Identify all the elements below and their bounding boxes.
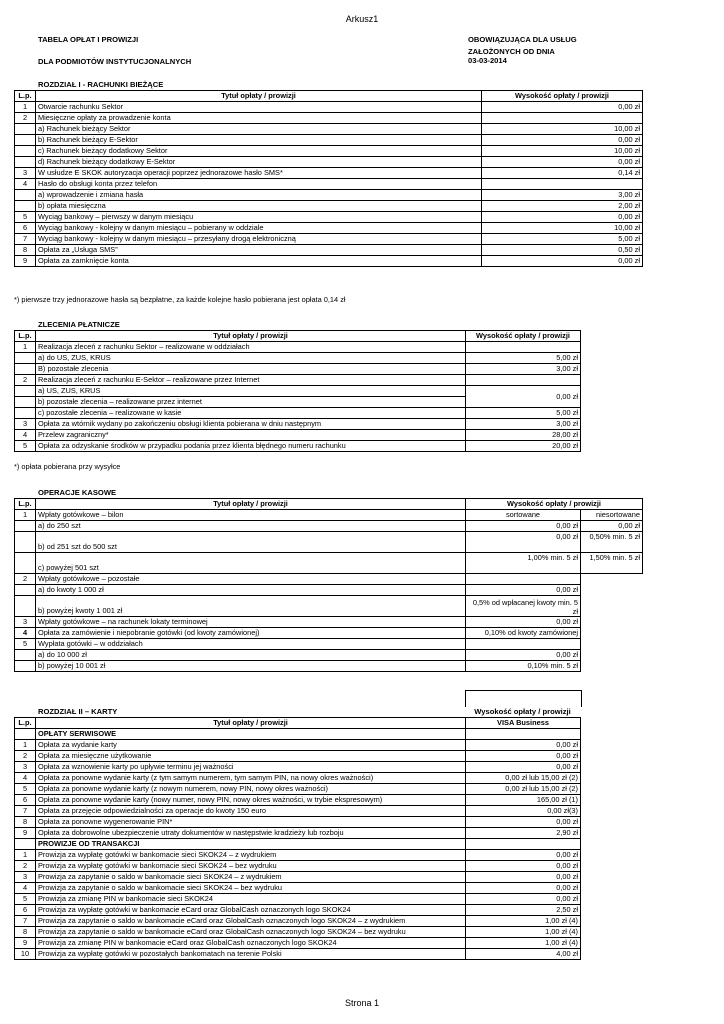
table-row: [15, 916, 581, 927]
table-row: [15, 212, 643, 223]
row-value: 1,00 zł (4): [466, 916, 581, 927]
row-title: Prowizja za zapytanie o saldo w bankomacie sieci SKOK24 – bez wydruku: [36, 883, 466, 894]
row-value: 0,14 zł: [482, 168, 643, 179]
row-title: c) Rachunek bieżący dodatkowy Sektor: [36, 146, 482, 157]
header-right-line1: OBOWIĄZUJĄCA DLA USŁUG: [468, 35, 577, 44]
col-title: Tytuł opłaty / prowizji: [36, 331, 466, 342]
table-row: [15, 375, 581, 386]
table-row: [15, 773, 581, 784]
section3-title: OPERACJE KASOWE: [38, 488, 117, 497]
row-title: a) do US, ZUS, KRUS: [36, 353, 466, 364]
row-value: [466, 375, 581, 386]
row-value: 5,00 zł: [482, 234, 643, 245]
row-title: Opłata za wydanie karty: [36, 740, 466, 751]
row-title: b) powyżej 10 001 zł: [36, 661, 466, 672]
row-title: b) powyżej kwoty 1 001 zł: [36, 596, 466, 617]
row-title: d) Rachunek bieżący dodatkowy E-Sektor: [36, 157, 482, 168]
row-value: 4,00 zł: [466, 949, 581, 960]
row-value: 0,00 zł: [466, 872, 581, 883]
table-row: [15, 784, 581, 795]
table-row: [15, 364, 581, 375]
row-title: a) wprowadzenie i zmiana hasła: [36, 190, 482, 201]
row-value-sorted: 0,00 zł: [466, 532, 581, 553]
row-value: 0,10% min. 5 zł: [466, 661, 581, 672]
col-lp: L.p.: [15, 91, 36, 102]
row-title: Opłata za ponowne wydanie karty (nowy numer, nowy PIN, nowy okres ważności, w trybie ekspresowym): [36, 795, 466, 806]
row-value: 0,00 zł: [466, 650, 581, 661]
header-left-line1: TABELA OPŁAT I PROWIZJI: [38, 35, 139, 44]
row-value: 0,00 zł: [466, 585, 581, 596]
row-value: 2,00 zł: [482, 201, 643, 212]
table-row: [15, 190, 643, 201]
table-row: [15, 342, 581, 353]
row-lp: 8: [15, 817, 36, 828]
row-lp: 1: [15, 510, 36, 521]
row-title: Opłata za ponowne wydanie karty (z nowym numerem, nowy PIN, nowy okres ważności): [36, 784, 466, 795]
row-value: 5,00 zł: [466, 353, 581, 364]
row-value: 1,00 zł (4): [466, 938, 581, 949]
row-value: 0,50 zł: [482, 245, 643, 256]
row-title: Opłata za wtórnik wydany po zakończeniu obsługi klienta pobierana w dniu następnym: [36, 419, 466, 430]
row-value: 165,00 zł (1): [466, 795, 581, 806]
section2-header-row: [15, 331, 581, 342]
row-title: Opłata za „Usługa SMS”: [36, 245, 482, 256]
row-lp: 4: [15, 628, 36, 639]
row-value: 0,00 zł: [482, 157, 643, 168]
section1-table: [14, 90, 643, 267]
col-title: Tytuł opłaty / prowizji: [36, 91, 482, 102]
row-value: 2,90 zł: [466, 828, 581, 839]
row-title: Prowizja za wypłatę gotówki w bankomacie eCard oraz GlobalCash oznaczonych logo SKOK24: [36, 905, 466, 916]
table-row: [15, 795, 581, 806]
group-title-transaction-fees: PROWIZJE OD TRANSAKCJI: [36, 839, 466, 850]
table-row: [15, 596, 643, 617]
row-value: 0,00 zł: [466, 883, 581, 894]
row-title: Opłata za ponowne wygenerowanie PIN*: [36, 817, 466, 828]
section4-col-value: Wysokość opłaty / prowizji: [474, 707, 571, 716]
table-row: [15, 157, 643, 168]
row-value: 0,00 zł: [466, 861, 581, 872]
row-lp: [15, 397, 36, 408]
row-title: b) Rachunek bieżący E-Sektor: [36, 135, 482, 146]
section1-footnote: *) pierwsze trzy jednorazowe hasła są bezpłatne, za każde kolejne hasło pobierana jest opłata 0,14 zł: [14, 295, 346, 304]
row-title: Opłata za ponowne wydanie karty (z tym samym numerem, tym samym PIN, na nowy okres ważności): [36, 773, 466, 784]
row-title: Opłata za miesięczne użytkowanie: [36, 751, 466, 762]
row-title: a) do 10 000 zł: [36, 650, 466, 661]
row-value: 0,00 zł: [482, 256, 643, 267]
row-title: Prowizja za zapytanie o saldo w bankomacie sieci SKOK24 – z wydrukiem: [36, 872, 466, 883]
col-lp: L.p.: [15, 718, 36, 729]
row-lp: [15, 408, 36, 419]
section4-title: ROZDZIAŁ II – KARTY: [38, 707, 118, 716]
table-row: [15, 201, 643, 212]
row-title: b) pozostałe zlecenia – realizowane przez internet: [36, 397, 466, 408]
row-value: 1,00 zł (4): [466, 927, 581, 938]
row-lp: 4: [15, 773, 36, 784]
header-right-line2: ZAŁOŻONYCH OD DNIA: [468, 47, 555, 56]
row-lp: [15, 124, 36, 135]
table-row: [15, 628, 643, 639]
row-title: Prowizja za zapytanie o saldo w bankomacie eCard oraz GlobalCash oznaczonych logo SKOK24 – bez wydruku: [36, 927, 466, 938]
row-lp: 5: [15, 894, 36, 905]
section2-table: [14, 330, 581, 452]
row-lp: 5: [15, 784, 36, 795]
table-row: [15, 234, 643, 245]
row-title: Wpłaty gotówkowe – na rachunek lokaty terminowej: [36, 617, 466, 628]
row-value-unsorted: 0,50% min. 5 zł: [581, 532, 643, 553]
row-lp: 9: [15, 256, 36, 267]
section2-title: ZLECENIA PŁATNICZE: [38, 320, 120, 329]
table-row: [15, 553, 643, 574]
row-value: 5,00 zł: [466, 408, 581, 419]
row-value: 0,00 zł: [482, 135, 643, 146]
row-value: 0,00 zł: [466, 817, 581, 828]
row-title: Prowizja za wypłatę gotówki w bankomacie sieci SKOK24 – z wydrukiem: [36, 850, 466, 861]
row-value: 0,00 zł: [466, 850, 581, 861]
row-title: B) pozostałe zlecenia: [36, 364, 466, 375]
row-value: 10,00 zł: [482, 223, 643, 234]
row-title: Opłata za odzyskanie środków w przypadku podania przez klienta błędnego numeru rachunku: [36, 441, 466, 452]
table-row: [15, 574, 643, 585]
col-value: Wysokość opłaty / prowizji: [482, 91, 643, 102]
table-row: [15, 353, 581, 364]
row-value: 2,50 zł: [466, 905, 581, 916]
table-row: [15, 806, 581, 817]
table-row: [15, 883, 581, 894]
table-row: [15, 510, 643, 521]
row-lp: [15, 157, 36, 168]
row-value: 20,00 zł: [466, 441, 581, 452]
table-row: [15, 861, 581, 872]
table-row: [15, 179, 643, 190]
table-row: [15, 135, 643, 146]
row-title: W usłudze E SKOK autoryzacja operacji poprzez jednorazowe hasło SMS*: [36, 168, 482, 179]
row-title: Prowizja za zmianę PIN w bankomacie sieci SKOK24: [36, 894, 466, 905]
row-value: 0,00 zł: [482, 102, 643, 113]
row-title: Prowizja za zapytanie o saldo w bankomacie eCard oraz GlobalCash oznaczonych logo SKOK24 – z wydrukiem: [36, 916, 466, 927]
row-lp: 8: [15, 245, 36, 256]
row-lp: 7: [15, 234, 36, 245]
sub-unsorted: niesortowane: [581, 510, 643, 521]
row-value: 3,00 zł: [466, 364, 581, 375]
row-value: 28,00 zł: [466, 430, 581, 441]
group-row: [15, 839, 581, 850]
row-title: b) od 251 szt do 500 szt: [36, 532, 466, 553]
row-value: 0,00 zł lub 15,00 zł (2): [466, 784, 581, 795]
row-title: Hasło do obsługi konta przez telefon: [36, 179, 482, 190]
table-row: [15, 521, 643, 532]
row-lp: 4: [15, 430, 36, 441]
row-value: 0,00 zł: [466, 762, 581, 773]
row-lp: 6: [15, 905, 36, 916]
table-row: [15, 617, 643, 628]
table-row: [15, 386, 581, 397]
row-value: [482, 179, 643, 190]
row-lp: 5: [15, 441, 36, 452]
table-row: [15, 419, 581, 430]
row-title: a) do 250 szt: [36, 521, 466, 532]
section1-title: ROZDZIAŁ I - RACHUNKI BIEŻĄCE: [38, 80, 164, 89]
row-title: a) do kwoty 1 000 zł: [36, 585, 466, 596]
group-title-service-fees: OPŁATY SERWISOWE: [36, 729, 466, 740]
row-lp: 6: [15, 223, 36, 234]
row-title: Prowizja za zmianę PIN w bankomacie eCard oraz GlobalCash oznaczonych logo SKOK24: [36, 938, 466, 949]
section4-header-row: [15, 718, 581, 729]
header-left-line2: DLA PODMIOTÓW INSTYTUCJONALNYCH: [38, 57, 192, 66]
row-title: Realizacja zleceń z rachunku Sektor – realizowane w oddziałach: [36, 342, 466, 353]
row-title: Wyciąg bankowy - kolejny w danym miesiącu – pobierany w oddziale: [36, 223, 482, 234]
row-lp: 5: [15, 212, 36, 223]
table-row: [15, 102, 643, 113]
table-row: [15, 751, 581, 762]
row-lp: [15, 353, 36, 364]
row-title: Prowizja za wypłatę gotówki w bankomacie sieci SKOK24 – bez wydruku: [36, 861, 466, 872]
row-title: Opłata za zamknięcie konta: [36, 256, 482, 267]
col-lp: L.p.: [15, 499, 36, 510]
sub-sorted: sortowane: [466, 510, 581, 521]
table-row: [15, 639, 643, 650]
row-lp: 3: [15, 419, 36, 430]
row-title: c) powyżej 501 szt: [36, 553, 466, 574]
row-value: 0,00 zł(3): [466, 806, 581, 817]
row-title: Przelew zagraniczny*: [36, 430, 466, 441]
row-lp: 2: [15, 861, 36, 872]
row-title: Otwarcie rachunku Sektor: [36, 102, 482, 113]
row-lp: 2: [15, 113, 36, 124]
row-value: 0,10% od kwoty zamówionej: [466, 628, 581, 639]
row-lp: 9: [15, 828, 36, 839]
table-row: [15, 740, 581, 751]
row-lp: 1: [15, 740, 36, 751]
row-title: Opłata za dobrowolne ubezpieczenie utraty dokumentów w następstwie kradzieży lub rozboju: [36, 828, 466, 839]
table-row: [15, 828, 581, 839]
row-lp: [15, 386, 36, 397]
col-title: Tytuł opłaty / prowizji: [36, 499, 466, 510]
row-lp: [15, 135, 36, 146]
row-title: a) US, ZUS, KRUS: [36, 386, 466, 397]
table-row: [15, 894, 581, 905]
row-title: Opłata za zamówienie i niepobranie gotówki (od kwoty zamówionej): [36, 628, 466, 639]
row-lp: [15, 190, 36, 201]
row-value: 0,00 zł: [466, 751, 581, 762]
row-lp: 2: [15, 574, 36, 585]
row-value: 0,00 zł: [466, 894, 581, 905]
table-row: [15, 223, 643, 234]
table-row: [15, 532, 643, 553]
row-value-unsorted: 1,50% min. 5 zł: [581, 553, 643, 574]
row-title: Prowizja za wypłatę gotówki w pozostałych bankomatach na terenie Polski: [36, 949, 466, 960]
section3-table: [14, 498, 643, 672]
table-row: [15, 872, 581, 883]
row-title: Realizacja zleceń z rachunku E-Sektor – realizowane przez Internet: [36, 375, 466, 386]
table-row: [15, 661, 643, 672]
row-title: Wyciąg bankowy – pierwszy w danym miesiącu: [36, 212, 482, 223]
row-title: Wyciąg bankowy - kolejny w danym miesiącu – przesyłany drogą elektroniczną: [36, 234, 482, 245]
row-value: 3,00 zł: [466, 419, 581, 430]
row-value-sorted: 1,00% min. 5 zł: [466, 553, 581, 574]
table-row: [15, 113, 643, 124]
table-row: [15, 927, 581, 938]
row-lp: 3: [15, 762, 36, 773]
row-lp: 2: [15, 751, 36, 762]
table-row: [15, 245, 643, 256]
row-lp: 3: [15, 872, 36, 883]
row-title: Miesięczne opłaty za prowadzenie konta: [36, 113, 482, 124]
table-row: [15, 430, 581, 441]
row-value: 0,00 zł: [466, 740, 581, 751]
row-lp: 4: [15, 179, 36, 190]
table-row: [15, 441, 581, 452]
section4-table: [14, 717, 581, 960]
col-lp: L.p.: [15, 331, 36, 342]
table-row: [15, 938, 581, 949]
row-value: 10,00 zł: [482, 124, 643, 135]
row-lp: 7: [15, 806, 36, 817]
table-row: [15, 585, 643, 596]
table-row: [15, 256, 643, 267]
row-lp: 1: [15, 342, 36, 353]
row-lp: 7: [15, 916, 36, 927]
row-title: b) opłata miesięczna: [36, 201, 482, 212]
table-row: [15, 762, 581, 773]
row-lp: [15, 146, 36, 157]
row-lp: [15, 201, 36, 212]
row-lp: 4: [15, 883, 36, 894]
col-visa-business: VISA Business: [466, 718, 581, 729]
group-row: [15, 729, 581, 740]
row-lp: 3: [15, 617, 36, 628]
row-value-sorted: 0,00 zł: [466, 521, 581, 532]
page-footer: Strona 1: [344, 998, 380, 1008]
table-row: [15, 949, 581, 960]
row-lp: [15, 364, 36, 375]
row-value: 0,00 zł: [466, 617, 581, 628]
section1-header-row: [15, 91, 643, 102]
table-row: [15, 146, 643, 157]
sheet-title: Arkusz1: [345, 14, 379, 24]
row-lp: 3: [15, 168, 36, 179]
col-value: Wysokość opłaty / prowizji: [466, 331, 581, 342]
table-row: [15, 905, 581, 916]
table-row: [15, 124, 643, 135]
row-value: 0,00 zł: [482, 212, 643, 223]
row-title: Wpłaty gotówkowe – bilon: [36, 510, 466, 521]
row-title: Wypłata gotówki – w oddziałach: [36, 639, 466, 650]
section2-footnote: *) opłata pobierana przy wysyłce: [14, 462, 121, 471]
row-value: 0,00 zł lub 15,00 zł (2): [466, 773, 581, 784]
row-value: 0,00 zł: [466, 386, 581, 408]
row-title: Wpłaty gotówkowe – pozostałe: [36, 574, 466, 585]
row-value: [466, 342, 581, 353]
row-title: c) pozostałe zlecenia – realizowane w kasie: [36, 408, 466, 419]
row-value-unsorted: 0,00 zł: [581, 521, 643, 532]
table-row: [15, 168, 643, 179]
row-lp: 9: [15, 938, 36, 949]
table-row: [15, 650, 643, 661]
row-lp: 1: [15, 102, 36, 113]
row-lp: 6: [15, 795, 36, 806]
row-title: Opłata za przejęcie odpowiedzialności za operacje do kwoty 150 euro: [36, 806, 466, 817]
row-lp: 8: [15, 927, 36, 938]
row-value: [482, 113, 643, 124]
col-title: Tytuł opłaty / prowizji: [36, 718, 466, 729]
row-value: 0,5% od wpłacanej kwoty min. 5 zł: [466, 596, 581, 617]
row-value: 10,00 zł: [482, 146, 643, 157]
header-right-line3: 03-03-2014: [468, 56, 507, 65]
row-lp: 10: [15, 949, 36, 960]
table-row: [15, 408, 581, 419]
row-value: 3,00 zł: [482, 190, 643, 201]
row-lp: 1: [15, 850, 36, 861]
col-value: Wysokość opłaty / prowizji: [466, 499, 643, 510]
section4-value-header-box: [465, 690, 582, 707]
section3-header-row: [15, 499, 643, 510]
row-lp: 5: [15, 639, 36, 650]
row-title: a) Rachunek bieżący Sektor: [36, 124, 482, 135]
table-row: [15, 850, 581, 861]
table-row: [15, 817, 581, 828]
row-title: Opłata za wznowienie karty po upływie terminu jej ważności: [36, 762, 466, 773]
row-lp: 2: [15, 375, 36, 386]
